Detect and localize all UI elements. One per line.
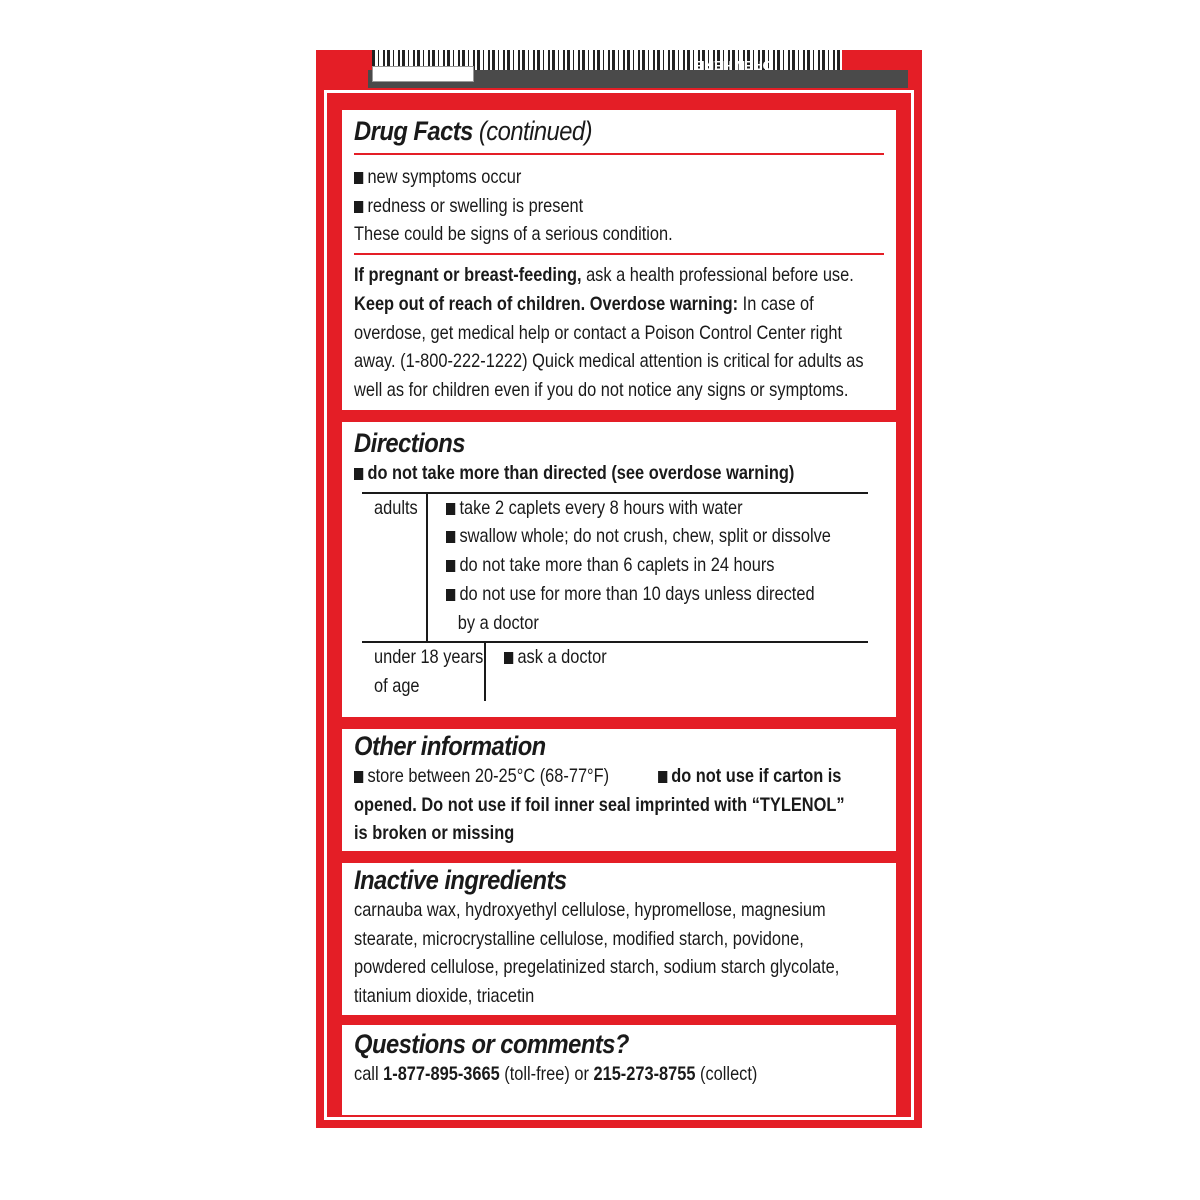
- table-row: [362, 494, 868, 642]
- other-information-panel: [342, 729, 896, 851]
- age-group-label: under 18 years: [374, 646, 484, 669]
- inactive-ingredients-title: Inactive ingredients: [354, 865, 567, 895]
- bullet-square-icon: [446, 531, 455, 543]
- overdose-warning-line: overdose, get medical help or contact a Poison Control Center right: [354, 321, 843, 344]
- dosage-item: do not take more than 6 caplets in 24 hours: [446, 551, 831, 580]
- age-group-label: adults: [374, 496, 418, 519]
- list-item: new symptoms occur: [354, 163, 799, 192]
- contact-line: call 1-877-895-3665 (toll-free) or 215-273-8755 (collect): [354, 1063, 758, 1085]
- lot-code-box: [372, 66, 474, 82]
- overdose-warning-line: Keep out of reach of children. Overdose warning: In case of: [354, 292, 814, 315]
- dosage-item: swallow whole; do not crush, chew, split or dissolve: [446, 522, 831, 551]
- serious-condition-note: These could be signs of a serious condition.: [354, 223, 673, 246]
- directions-title: Directions: [354, 428, 465, 458]
- bullet-square-icon: [354, 201, 363, 213]
- ingredients-line: titanium dioxide, triacetin: [354, 985, 535, 1008]
- storage-line: store between 20-25°C (68-77°F) do not use if carton is: [354, 762, 799, 791]
- bullet-square-icon: [504, 652, 513, 664]
- collect-number: 215-273-8755: [593, 1063, 696, 1085]
- bullet-square-icon: [658, 771, 667, 783]
- dosage-item-continuation: by a doctor: [457, 611, 539, 634]
- table-row: [362, 643, 868, 700]
- questions-title: Questions or comments?: [354, 1029, 629, 1059]
- bullet-square-icon: [354, 468, 363, 480]
- list-item: redness or swelling is present: [354, 192, 799, 221]
- inactive-ingredients-panel: [342, 863, 896, 1015]
- other-information-title: Other information: [354, 731, 546, 761]
- directions-warning: do not take more than directed (see overdose warning): [354, 459, 799, 488]
- ingredients-line: carnauba wax, hydroxyethyl cellulose, hypromellose, magnesium: [354, 899, 826, 921]
- product-carton: [316, 50, 922, 1128]
- ingredients-line: powdered cellulose, pregelatinized starch, sodium starch glycolate,: [354, 956, 840, 979]
- dosage-item: do not use for more than 10 days unless directed: [446, 580, 831, 609]
- questions-panel: [342, 1025, 896, 1115]
- ingredients-line: stearate, microcrystalline cellulose, modified starch, povidone,: [354, 927, 804, 950]
- seal-warning-line: is broken or missing: [354, 822, 515, 845]
- bullet-square-icon: [446, 560, 455, 572]
- bullet-square-icon: [354, 771, 363, 783]
- dosage-item: ask a doctor: [504, 643, 810, 672]
- drug-facts-panel: [342, 110, 896, 410]
- pregnant-warning: If pregnant or breast-feeding, ask a health professional before use.: [354, 264, 854, 287]
- overdose-warning-line: well as for children even if you do not notice any signs or symptoms.: [354, 378, 849, 401]
- dosage-table: [362, 492, 868, 701]
- age-group-label: of age: [374, 674, 420, 697]
- drug-facts-title: Drug Facts (continued): [354, 116, 592, 146]
- directions-panel: [342, 422, 896, 717]
- open-here-text: OPEN HERE: [696, 58, 773, 73]
- overdose-warning-line: away. (1-800-222-1222) Quick medical attention is critical for adults as: [354, 350, 864, 373]
- bullet-square-icon: [446, 589, 455, 601]
- dosage-item: take 2 caplets every 8 hours with water: [446, 494, 831, 523]
- seal-warning-line: opened. Do not use if foil inner seal imprinted with “TYLENOL”: [354, 793, 845, 816]
- carton-top-flap: [316, 50, 922, 94]
- toll-free-number: 1-877-895-3665: [383, 1063, 500, 1085]
- bullet-square-icon: [354, 172, 363, 184]
- bullet-square-icon: [446, 503, 455, 515]
